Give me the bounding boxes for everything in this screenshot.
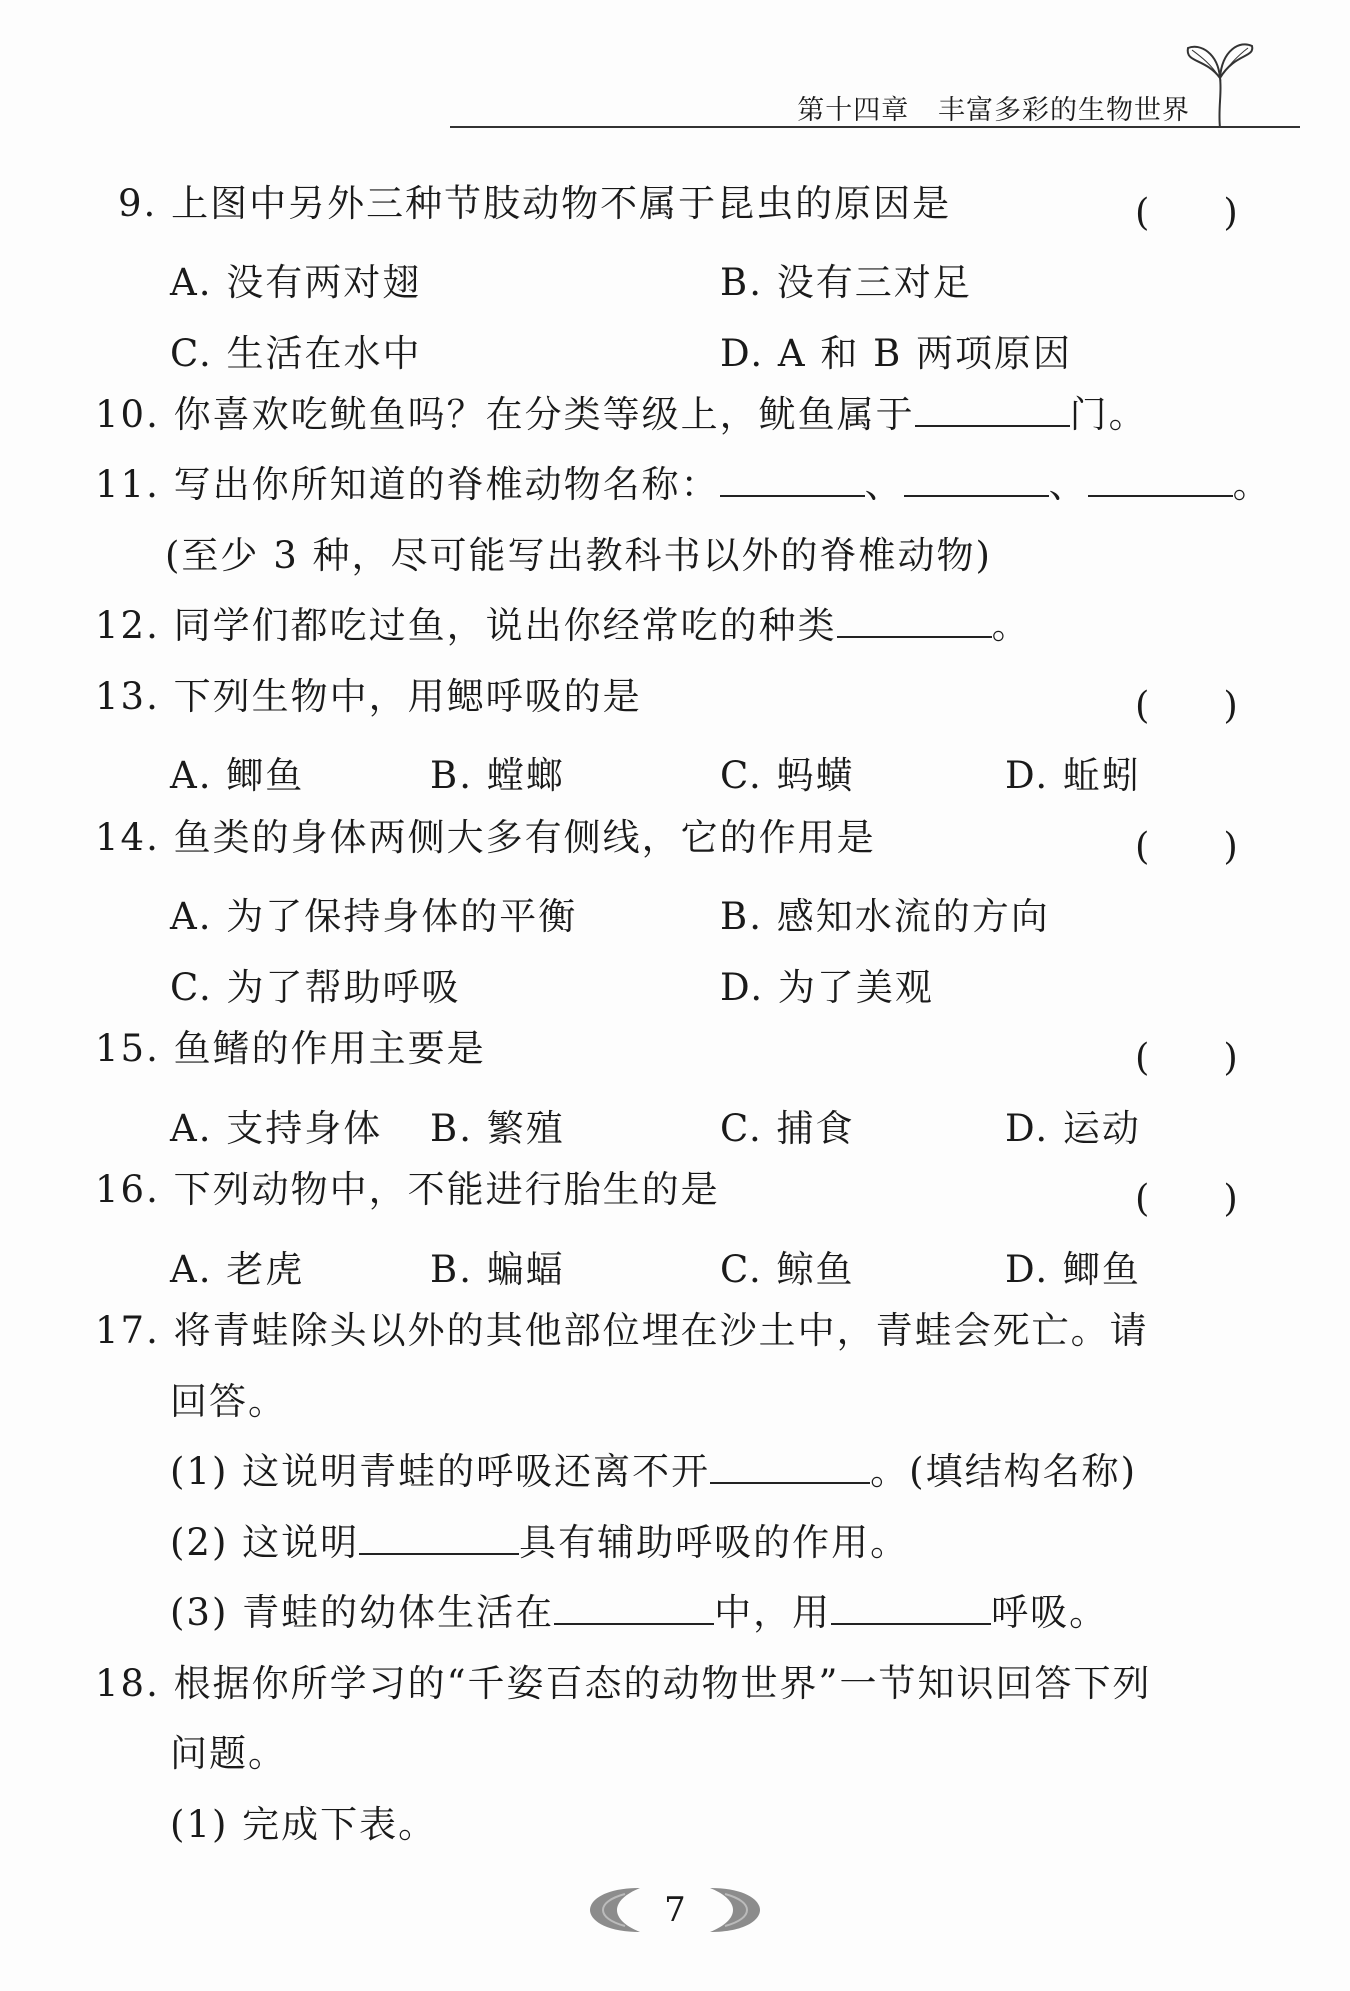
question-9 xyxy=(118,182,951,226)
option-d[interactable]: D. 蚯蚓 xyxy=(1005,754,1141,797)
sub-question-text-end: 呼吸。 xyxy=(991,1591,1109,1634)
option-a[interactable]: A. 鲫鱼 xyxy=(170,754,305,797)
question-text-end: 门。 xyxy=(1069,393,1148,436)
option-c[interactable]: C. 捕食 xyxy=(720,1107,855,1150)
page-number: 7 xyxy=(664,1890,686,1930)
question-11-note: (至少 3 种，尽可能写出教科书以外的脊椎动物) xyxy=(165,534,992,577)
option-b[interactable]: B. 蝙蝠 xyxy=(430,1248,565,1291)
header-rule xyxy=(450,126,1300,128)
page-number-badge xyxy=(585,1880,765,1940)
question-17-sub3 xyxy=(170,1591,1108,1635)
question-number: 11. xyxy=(95,463,160,506)
question-text: 上图中另外三种节肢动物不属于昆虫的原因是 xyxy=(171,182,952,225)
chapter-title: 丰富多彩的生物世界 xyxy=(938,95,1190,126)
question-10 xyxy=(95,393,1148,437)
question-text: 同学们都吃过鱼，说出你经常吃的种类 xyxy=(173,604,837,647)
answer-blank-1[interactable] xyxy=(554,1593,714,1625)
option-c[interactable]: C. 为了帮助呼吸 xyxy=(170,966,461,1009)
question-text: 你喜欢吃鱿鱼吗？在分类等级上，鱿鱼属于 xyxy=(173,393,915,436)
answer-blank[interactable] xyxy=(710,1452,870,1484)
question-18 xyxy=(95,1662,1151,1706)
option-c[interactable]: C. 生活在水中 xyxy=(170,332,422,375)
question-15 xyxy=(95,1027,486,1071)
sub-question-text-end: 。(填结构名称) xyxy=(870,1450,1138,1493)
question-17 xyxy=(95,1309,1149,1353)
option-a[interactable]: A. 支持身体 xyxy=(170,1107,383,1150)
question-number: 16. xyxy=(95,1168,160,1211)
answer-blank[interactable] xyxy=(915,395,1070,427)
question-text: 写出你所知道的脊椎动物名称： xyxy=(173,463,720,506)
header-title xyxy=(797,88,1190,127)
option-a[interactable]: A. 为了保持身体的平衡 xyxy=(170,895,578,938)
sentence-end: 。 xyxy=(1232,463,1272,506)
question-text: 下列动物中，不能进行胎生的是 xyxy=(173,1168,720,1211)
question-17-line2: 回答。 xyxy=(170,1380,287,1423)
sub-question-text: (2) 这说明 xyxy=(170,1521,360,1564)
option-c[interactable]: C. 鲸鱼 xyxy=(720,1248,855,1291)
question-number: 9. xyxy=(118,182,158,225)
sub-question-text: (3) 青蛙的幼体生活在 xyxy=(170,1591,555,1634)
answer-parentheses[interactable]: ( ) xyxy=(1135,825,1238,868)
question-13 xyxy=(95,675,642,719)
question-text: 将青蛙除头以外的其他部位埋在沙土中，青蛙会死亡。请 xyxy=(173,1309,1149,1352)
question-text: 下列生物中，用鳃呼吸的是 xyxy=(173,675,642,718)
sub-question-text-mid: 中，用 xyxy=(714,1591,832,1634)
leaf-sprout-icon xyxy=(1180,38,1260,128)
option-d[interactable]: D. A 和 B 两项原因 xyxy=(720,332,1073,375)
question-number: 10. xyxy=(95,393,160,436)
question-number: 18. xyxy=(95,1662,160,1705)
question-11 xyxy=(95,463,1272,507)
option-d[interactable]: D. 运动 xyxy=(1005,1107,1141,1150)
chapter-label: 第十四章 xyxy=(797,95,910,126)
separator: 、 xyxy=(864,463,904,506)
option-b[interactable]: B. 没有三对足 xyxy=(720,261,972,304)
answer-parentheses[interactable]: ( ) xyxy=(1135,1177,1238,1220)
question-number: 17. xyxy=(95,1309,160,1352)
sub-question-text-end: 具有辅助呼吸的作用。 xyxy=(519,1521,910,1564)
answer-blank-2[interactable] xyxy=(904,465,1049,497)
answer-blank-3[interactable] xyxy=(1088,465,1233,497)
question-text: 鱼鳍的作用主要是 xyxy=(173,1027,486,1070)
question-17-sub1 xyxy=(170,1450,1137,1494)
answer-blank[interactable] xyxy=(837,606,992,638)
option-a[interactable]: A. 老虎 xyxy=(170,1248,305,1291)
option-d[interactable]: D. 为了美观 xyxy=(720,966,934,1009)
question-number: 13. xyxy=(95,675,160,718)
answer-blank-2[interactable] xyxy=(831,1593,991,1625)
option-d[interactable]: D. 鲫鱼 xyxy=(1005,1248,1141,1291)
option-a[interactable]: A. 没有两对翅 xyxy=(170,261,422,304)
answer-blank-1[interactable] xyxy=(720,465,865,497)
question-number: 14. xyxy=(95,816,160,859)
answer-parentheses[interactable]: ( ) xyxy=(1135,684,1238,727)
question-17-sub2 xyxy=(170,1521,909,1565)
sub-question-text: (1) 这说明青蛙的呼吸还离不开 xyxy=(170,1450,711,1493)
question-number: 15. xyxy=(95,1027,160,1070)
option-b[interactable]: B. 感知水流的方向 xyxy=(720,895,1050,938)
option-b[interactable]: B. 繁殖 xyxy=(430,1107,565,1150)
question-16 xyxy=(95,1168,720,1212)
question-text: 鱼类的身体两侧大多有侧线，它的作用是 xyxy=(173,816,876,859)
question-18-sub1: (1) 完成下表。 xyxy=(170,1803,438,1846)
page-header xyxy=(450,88,1300,128)
question-number: 12. xyxy=(95,604,160,647)
question-18-line2: 问题。 xyxy=(170,1732,287,1775)
question-14 xyxy=(95,816,876,860)
option-b[interactable]: B. 螳螂 xyxy=(430,754,565,797)
option-c[interactable]: C. 蚂蟥 xyxy=(720,754,855,797)
separator: 、 xyxy=(1048,463,1088,506)
question-12 xyxy=(95,604,1031,648)
answer-parentheses[interactable]: ( ) xyxy=(1135,1036,1238,1079)
question-text: 根据你所学习的“千姿百态的动物世界”一节知识回答下列 xyxy=(173,1662,1152,1705)
answer-parentheses[interactable]: ( ) xyxy=(1135,191,1238,234)
answer-blank[interactable] xyxy=(359,1523,519,1555)
sentence-end: 。 xyxy=(991,604,1031,647)
